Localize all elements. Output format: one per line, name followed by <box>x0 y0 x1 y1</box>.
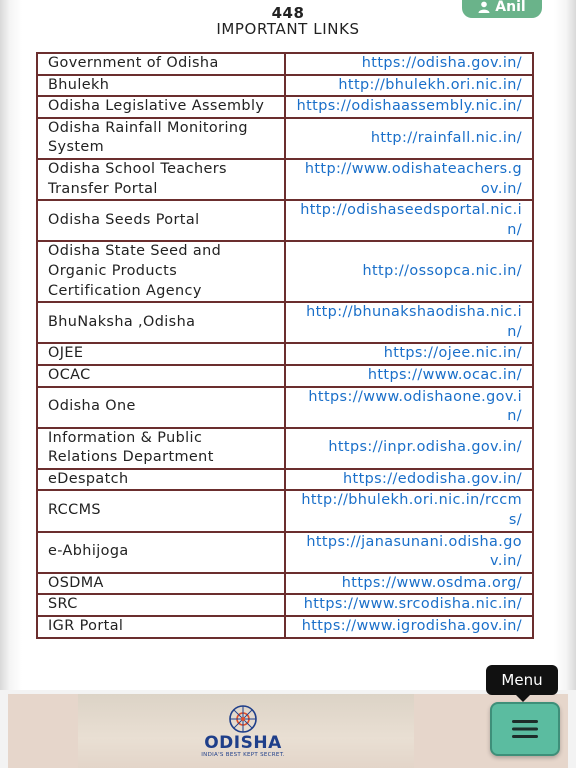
link-url[interactable]: https://odishaassembly.nic.in/ <box>285 96 533 118</box>
table-row <box>37 469 533 491</box>
link-url[interactable]: https://www.osdma.org/ <box>285 573 533 595</box>
link-name: Odisha School Teachers Transfer Portal <box>37 159 285 200</box>
link-name: Odisha Legislative Assembly <box>37 96 285 118</box>
link-name: SRC <box>37 594 285 616</box>
odisha-logo <box>193 704 293 762</box>
table-row <box>37 241 533 302</box>
links-table-container[interactable] <box>36 52 534 662</box>
link-name: OCAC <box>37 365 285 387</box>
table-row <box>37 490 533 531</box>
link-name: OSDMA <box>37 573 285 595</box>
link-url[interactable]: https://odisha.gov.in/ <box>285 53 533 75</box>
table-row <box>37 616 533 638</box>
menu-button[interactable] <box>490 702 560 756</box>
brand-name: ODISHA <box>204 733 282 753</box>
link-name: Bhulekh <box>37 75 285 97</box>
link-name: Odisha Rainfall Monitoring System <box>37 118 285 159</box>
odisha-emblem-icon <box>224 704 262 734</box>
link-name: OJEE <box>37 343 285 365</box>
link-name: Odisha State Seed and Organic Products Certification Agency <box>37 241 285 302</box>
link-name: Government of Odisha <box>37 53 285 75</box>
hamburger-icon <box>512 719 538 739</box>
link-url[interactable]: http://bhunakshaodisha.nic.in/ <box>285 302 533 343</box>
table-row <box>37 594 533 616</box>
link-name: BhuNaksha ,Odisha <box>37 302 285 343</box>
link-url[interactable]: https://inpr.odisha.gov.in/ <box>285 428 533 469</box>
link-url[interactable]: http://rainfall.nic.in/ <box>285 118 533 159</box>
link-name: Information & Public Relations Department <box>37 428 285 469</box>
link-name: Odisha One <box>37 387 285 428</box>
link-url[interactable]: http://ossopca.nic.in/ <box>285 241 533 302</box>
table-row <box>37 387 533 428</box>
page-title: IMPORTANT LINKS <box>216 20 360 38</box>
link-url[interactable]: https://www.ocac.in/ <box>285 365 533 387</box>
link-url[interactable]: http://bhulekh.ori.nic.in/rccms/ <box>285 490 533 531</box>
page-number: 448 <box>271 4 305 22</box>
user-icon <box>478 1 490 13</box>
link-url[interactable]: https://www.igrodisha.gov.in/ <box>285 616 533 638</box>
table-row <box>37 75 533 97</box>
menu-tooltip: Menu <box>486 665 558 695</box>
link-name: RCCMS <box>37 490 285 531</box>
link-url[interactable]: https://www.srcodisha.nic.in/ <box>285 594 533 616</box>
link-url[interactable]: https://janasunani.odisha.gov.in/ <box>285 532 533 573</box>
link-url[interactable]: https://ojee.nic.in/ <box>285 343 533 365</box>
user-badge[interactable] <box>462 0 542 18</box>
link-name: e-Abhijoga <box>37 532 285 573</box>
table-row <box>37 302 533 343</box>
table-row <box>37 573 533 595</box>
table-row <box>37 365 533 387</box>
user-name: Anil <box>495 0 526 15</box>
link-url[interactable]: https://edodisha.gov.in/ <box>285 469 533 491</box>
table-row <box>37 200 533 241</box>
link-url[interactable]: http://odishaseedsportal.nic.in/ <box>285 200 533 241</box>
link-url[interactable]: https://www.odishaone.gov.in/ <box>285 387 533 428</box>
table-row <box>37 343 533 365</box>
table-row <box>37 428 533 469</box>
table-row <box>37 532 533 573</box>
link-name: eDespatch <box>37 469 285 491</box>
table-row <box>37 96 533 118</box>
table-row <box>37 159 533 200</box>
table-row <box>37 53 533 75</box>
brand-tagline: INDIA'S BEST KEPT SECRET. <box>201 752 285 758</box>
link-name: IGR Portal <box>37 616 285 638</box>
table-row <box>37 118 533 159</box>
links-table <box>36 52 534 639</box>
link-url[interactable]: http://www.odishateachers.gov.in/ <box>285 159 533 200</box>
link-url[interactable]: http://bhulekh.ori.nic.in/ <box>285 75 533 97</box>
link-name: Odisha Seeds Portal <box>37 200 285 241</box>
